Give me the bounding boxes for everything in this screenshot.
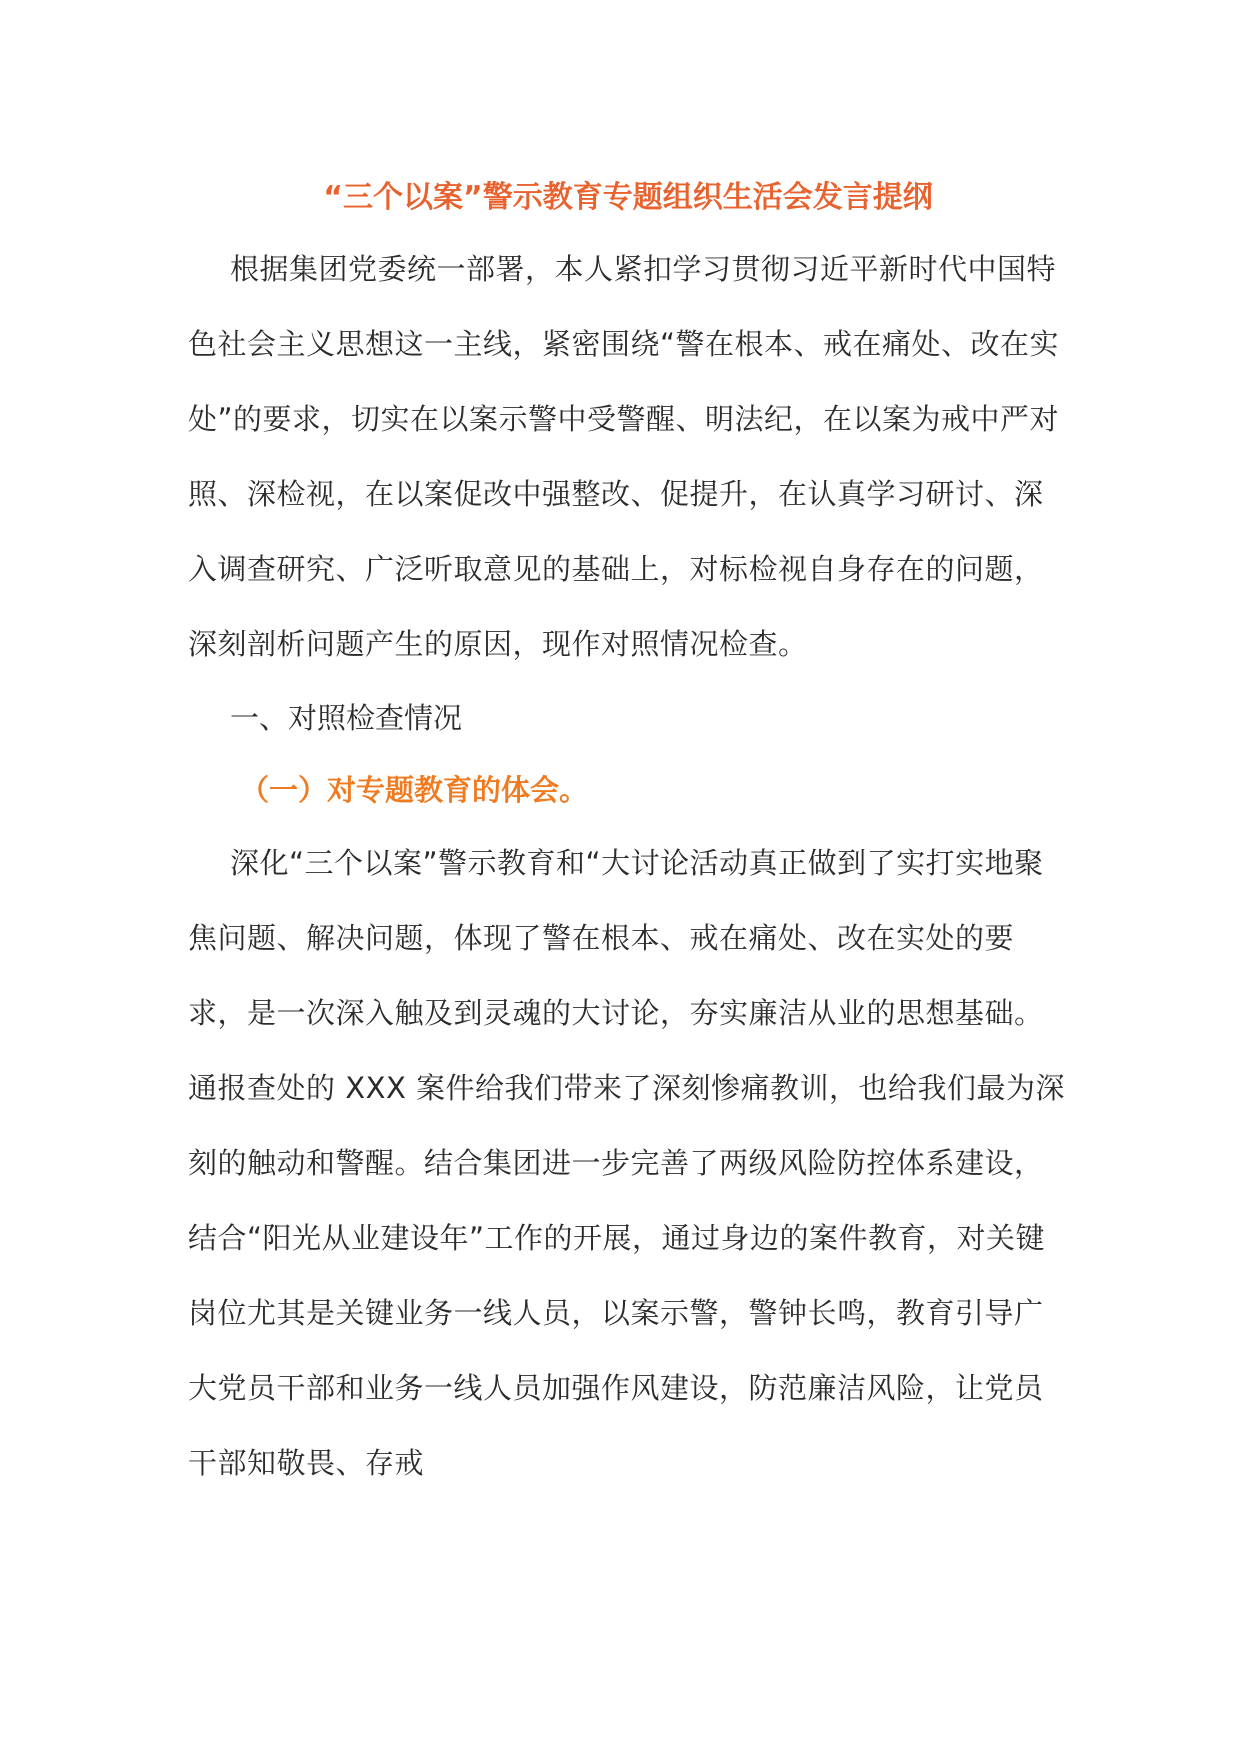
body-paragraph: 深化“三个以案”警示教育和“大讨论活动真正做到了实打实地聚焦问题、解决问题，体现了警在根本、戒在痛处、改在实处的要求，是一次深入触及到灵魂的大讨论，夯实廉洁从业的思想基础。通报查处的 XXX 案件给我们带来了深刻惨痛教训，也给我们最为深刻的触动和警醒。结合集团进一步完善了两级风险防控体系建设，结合“阳光从业建设年”工作的开展，通过身边的案件教育，对关键岗位尤其是关键业务一线人员，以案示警，警钟长鸣，教育引导广大党员干部和业务一线人员加强作风建设，防范廉洁风险，让党员干部知敬畏、存戒 [188, 846, 1066, 1480]
section-heading: 一、对照检查情况 [230, 701, 463, 735]
document-title: “三个以案”警示教育专题组织生活会发言提纲 [323, 180, 933, 215]
intro-paragraph: 根据集团党委统一部署，本人紧扣学习贯彻习近平新时代中国特色社会主义思想这一主线，紧密围绕“警在根本、戒在痛处、改在实处”的要求，切实在以案示警中受警醒、明法纪，在以案为戒中严对照、深检视，在以案促改中强整改、促提升，在认真学习研讨、深入调查研究、广泛听取意见的基础上，对标检视自身存在的问题，深刻剖析问题产生的原因，现作对照情况检查。 [188, 252, 1060, 661]
document-page [188, 170, 1068, 1501]
subsection-heading: （一）对专题教育的体会。 [240, 773, 589, 807]
